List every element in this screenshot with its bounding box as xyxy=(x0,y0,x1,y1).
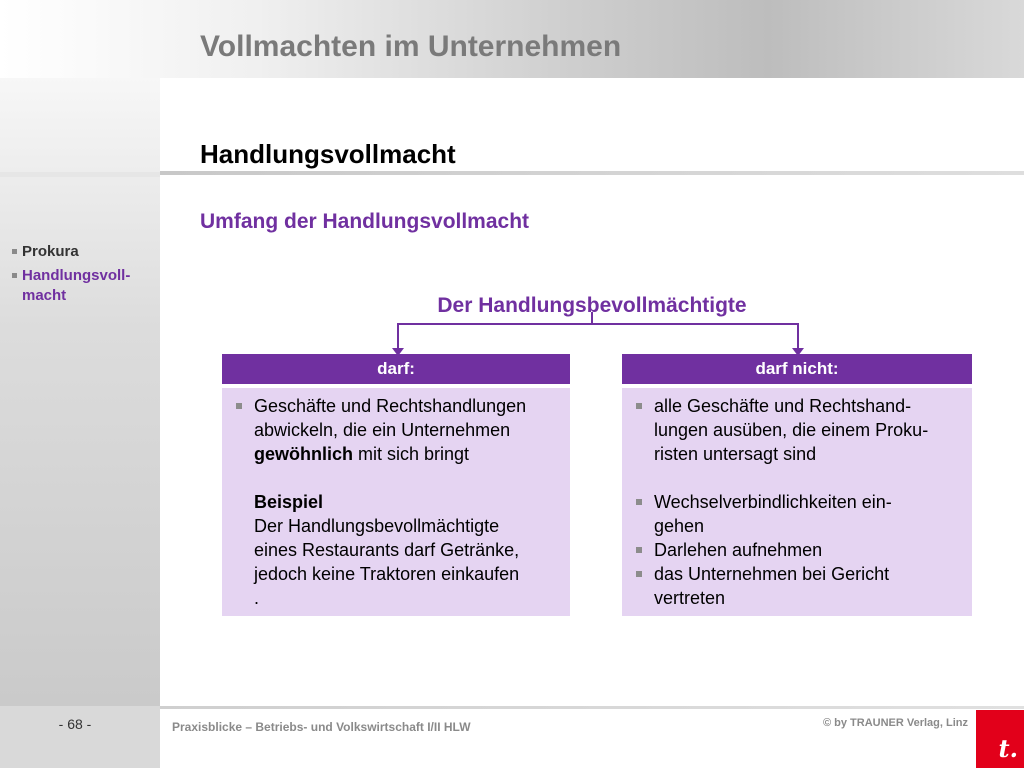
sidebar-item-label: Prokura xyxy=(22,243,79,260)
trauner-logo: t. xyxy=(976,710,1024,768)
forbidden-item-line: Darlehen aufnehmen xyxy=(654,540,823,560)
footer-book-title: Praxisblicke – Betriebs- und Volkswirtschaft I/II HLW xyxy=(172,720,471,734)
forbidden-item xyxy=(634,538,962,562)
forbidden-item-line: gehen xyxy=(654,516,705,536)
sidebar-item-label: Handlungsvoll- macht xyxy=(22,267,131,304)
forbidden-item xyxy=(634,394,962,466)
forbidden-item-line: lungen ausüben, die einem Proku- xyxy=(654,420,929,440)
section-divider xyxy=(160,171,1024,175)
allowed-item-line: abwickeln, die ein Unternehmen xyxy=(254,420,511,440)
footer-divider xyxy=(160,706,1024,709)
forbidden-item xyxy=(634,490,962,538)
sidebar-nav xyxy=(12,242,157,310)
forbidden-item-line: Wechselverbindlichkeiten ein- xyxy=(654,492,892,512)
forbidden-item-line: das Unternehmen bei Gericht xyxy=(654,564,890,584)
forbidden-item-line: vertreten xyxy=(654,588,726,608)
footer-copyright: © by TRAUNER Verlag, Linz xyxy=(822,717,968,729)
forbidden-item xyxy=(634,562,962,610)
center-label: Der Handlungsbevollmächtigte xyxy=(437,294,747,317)
sidebar-divider xyxy=(0,172,160,177)
subtitle: Umfang der Handlungsvollmacht xyxy=(200,210,530,233)
forbidden-box xyxy=(622,388,972,616)
example-title: Beispiel xyxy=(254,492,324,512)
page-number: - 68 - xyxy=(58,716,92,732)
allowed-item xyxy=(234,394,560,610)
forbidden-heading: darf nicht: xyxy=(622,354,972,384)
forbidden-item-line: risten untersagt sind xyxy=(654,444,817,464)
sidebar-item-handlungsvollmacht[interactable] xyxy=(12,266,157,306)
page-title: Vollmachten im Unternehmen xyxy=(200,30,622,63)
emphasis-text: gewöhnlich xyxy=(254,444,353,464)
allowed-item-rest: mit sich bringt xyxy=(353,444,470,464)
sidebar-item-prokura[interactable] xyxy=(12,242,157,262)
example-line: . xyxy=(254,588,260,608)
spacer xyxy=(634,466,962,490)
allowed-heading: darf: xyxy=(222,354,570,384)
allowed-item-line xyxy=(254,442,560,466)
section-title: Handlungsvollmacht xyxy=(200,139,456,169)
allowed-box xyxy=(222,388,570,616)
allowed-item-line: Geschäfte und Rechtshandlungen xyxy=(254,396,527,416)
example-line: Der Handlungsbevollmächtigte xyxy=(254,516,500,536)
bracket-arrows-icon xyxy=(388,318,808,358)
example-line: eines Restaurants darf Getränke, xyxy=(254,540,520,560)
spacer xyxy=(254,466,560,490)
example-line: jedoch keine Traktoren einkaufen xyxy=(254,564,520,584)
forbidden-item-line: alle Geschäfte und Rechtshand- xyxy=(654,396,912,416)
